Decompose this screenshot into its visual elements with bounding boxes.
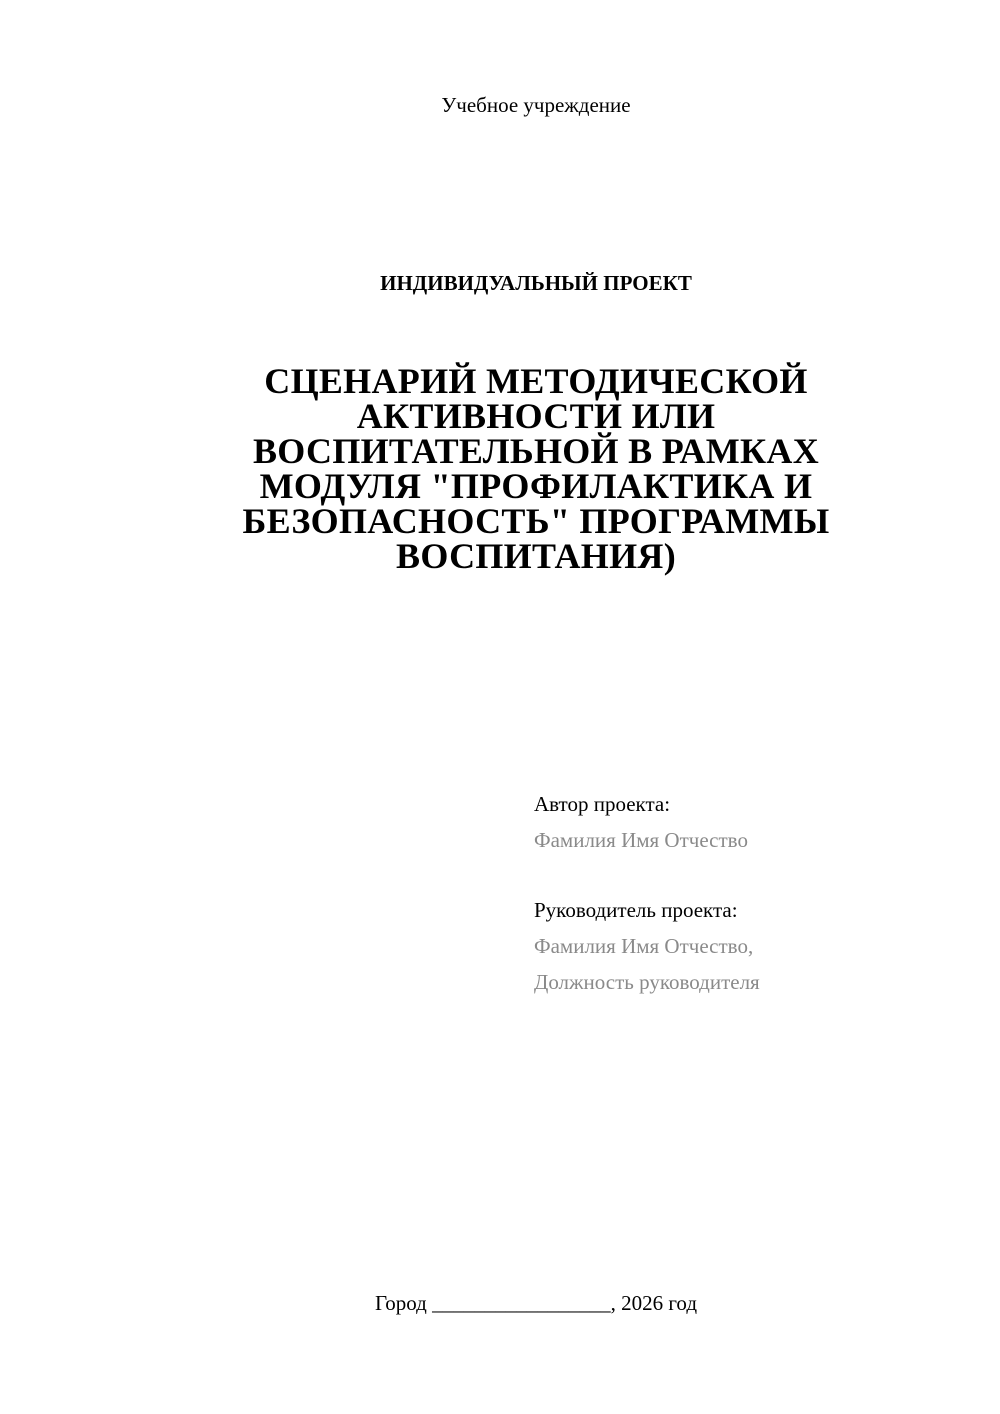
supervisor-name: Фамилия Имя Отчество, [534, 934, 754, 958]
supervisor-block [534, 892, 954, 1000]
project-title-line: СЦЕНАРИЙ МЕТОДИЧЕСКОЙ [264, 361, 808, 401]
project-title-line: МОДУЛЯ "ПРОФИЛАКТИКА И [259, 466, 813, 506]
project-title-line: БЕЗОПАСНОСТЬ" ПРОГРАММЫ [242, 501, 830, 541]
author-name: Фамилия Имя Отчество [534, 828, 748, 852]
author-label: Автор проекта: [534, 792, 671, 816]
supervisor-label: Руководитель проекта: [534, 898, 738, 922]
city-year-footer: Город _________________, 2026 год [374, 1291, 698, 1315]
supervisor-position: Должность руководителя [534, 970, 760, 994]
project-title-line: АКТИВНОСТИ ИЛИ [356, 396, 716, 436]
project-type-heading: ИНДИВИДУАЛЬНЫЙ ПРОЕКТ [380, 271, 692, 295]
institution-name: Учебное учреждение [441, 93, 631, 117]
project-title-line: ВОСПИТАНИЯ) [396, 536, 676, 576]
project-title-line: ВОСПИТАТЕЛЬНОЙ В РАМКАХ [252, 431, 820, 471]
author-block [534, 786, 954, 858]
project-title [200, 361, 872, 576]
